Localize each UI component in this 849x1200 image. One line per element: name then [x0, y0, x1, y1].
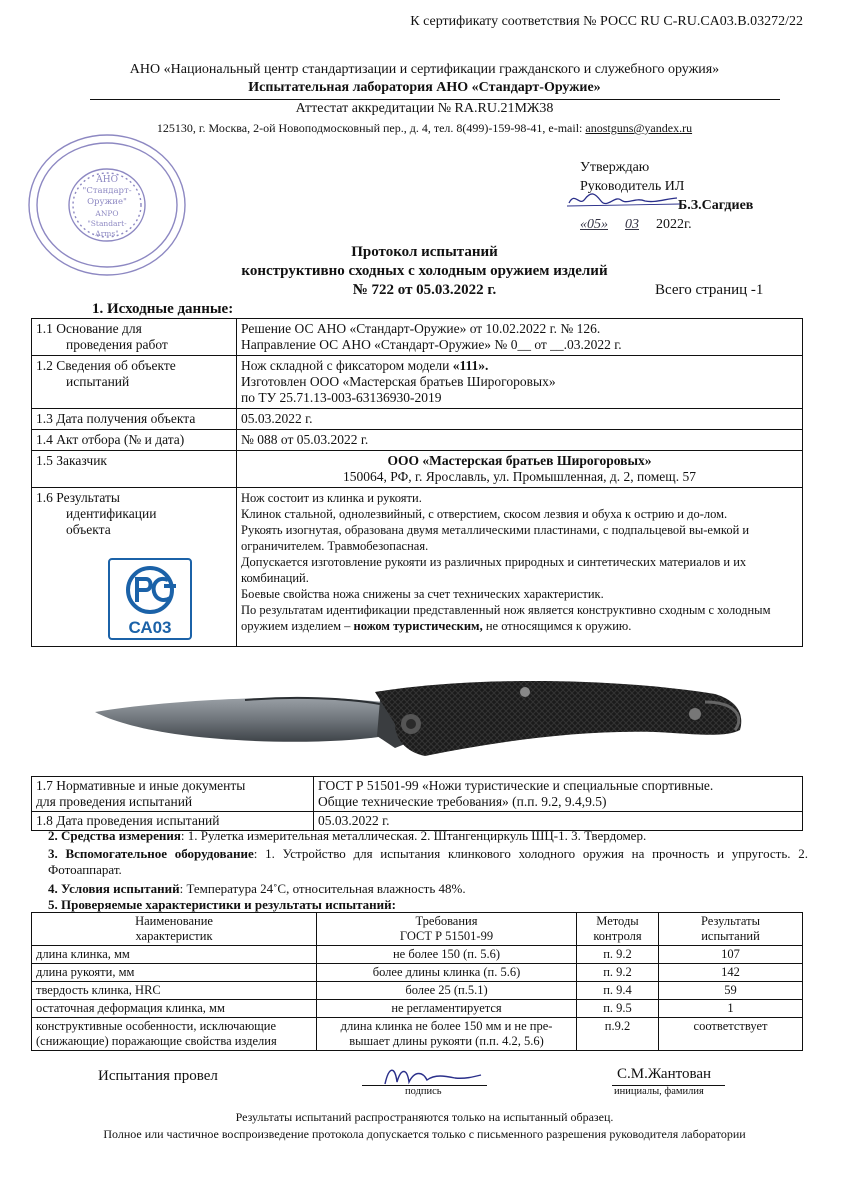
footer-note-2: Полное или частичное воспроизведение протокола допускается только с письменного разрешения руководителя лаборатории	[103, 1127, 746, 1141]
row-label: 1.4 Акт отбора (№ и дата)	[32, 430, 237, 451]
rst-logo-icon	[110, 564, 190, 616]
col-header-methods: Методы контроля	[577, 913, 659, 946]
laboratory-name: Испытательная лаборатория АНО «Стандарт-Оружие»	[248, 80, 601, 95]
title-line-1: Протокол испытаний	[351, 244, 498, 260]
seal-line-2: "Стандарт-	[82, 186, 132, 196]
approval-line-2: Руководитель ИЛ	[580, 179, 685, 194]
row-value: Нож состоит из клинка и рукояти. Клинок стальной, однолезвийный, с отверстием, скосом лезвия и обуха к острию и до-лом. Рукоять изогнутая, образована двумя металлическими пластинами, с подпальцевой вы-емкой и ограничителем. Травмобезопасная. Допускается изготовление рукояти из различных природных и синтетических материалов и их комбинаций. Боевые свойства ножа снижены за счет технических характеристик. По результатам идентификации представленный нож является конструктивно сходным с холодным оружием изделием – ножом туристическим, не относящимся к оружию.	[237, 488, 803, 647]
initial-data-table	[31, 318, 803, 647]
row-label: 1.8 Дата проведения испытаний	[32, 812, 314, 831]
row-value: Нож складной с фиксатором модели «111». Изготовлен ООО «Мастерская братьев Широгоровых» по ТУ 25.71.13-003-63136930-2019	[237, 356, 803, 409]
row-label: 1.1 Основание для проведения работ	[32, 319, 237, 356]
test-conditions: 4. Условия испытаний: Температура 24˚С, относительная влажность 48%.	[48, 881, 466, 896]
table-row	[32, 409, 803, 430]
table-row: твердость клинка, HRC более 25 (п.5.1) п. 9.4 59	[32, 982, 803, 1000]
results-table	[31, 912, 803, 1051]
signature-caption: подпись	[405, 1086, 442, 1097]
table-row: остаточная деформация клинка, мм не регламентируется п. 9.5 1	[32, 1000, 803, 1018]
table-row	[32, 777, 803, 812]
col-header-requirements: Требования ГОСТ Р 51501-99	[317, 913, 577, 946]
seal-line-5: "Standart-	[87, 219, 127, 228]
rst-logo-label: СА03	[128, 618, 172, 637]
organization-name: АНО «Национальный центр стандартизации и сертификации гражданского и служебного оружия»	[129, 62, 720, 77]
responsible-name: С.М.Жантован	[617, 1066, 712, 1082]
auxiliary-equipment: 3. Вспомогательное оборудование: 1. Устройство для испытания клинкового холодного оружия на прочность и упругость. 2. Фотоаппарат.	[48, 846, 808, 877]
row-value: 05.03.2022 г.	[237, 409, 803, 430]
accreditation-line: Аттестат аккредитации № RA.RU.21МЖ38	[295, 101, 554, 116]
approval-day: «05»	[580, 217, 608, 232]
row-value: 05.03.2022 г.	[314, 812, 803, 831]
table-row	[32, 319, 803, 356]
section-1-heading: 1. Исходные данные:	[92, 301, 234, 317]
approval-date	[580, 215, 753, 234]
table-row: длина рукояти, мм более длины клинка (п. 5.6) п. 9.2 142	[32, 964, 803, 982]
seal-line-1: АНО	[95, 175, 119, 185]
approver-name: Б.З.Сагдиев	[678, 198, 754, 213]
approval-year: 2022г.	[656, 217, 692, 232]
certificate-reference: К сертификату соответствия № РОСС RU C-RU.CA03.B.03272/22	[410, 14, 803, 29]
row-value: ГОСТ Р 51501-99 «Ножи туристические и специальные спортивные. Общие технические требования» (п.п. 9.2, 9.4,9.5)	[314, 777, 803, 812]
head-signature	[565, 185, 685, 213]
page-count: Всего страниц -1	[655, 282, 764, 298]
protocol-number: № 722 от 05.03.2022 г.	[352, 282, 497, 298]
row-value: № 088 от 05.03.2022 г.	[237, 430, 803, 451]
col-header-name: Наименование характеристик	[32, 913, 317, 946]
row-label: 1.5 Заказчик	[32, 451, 237, 488]
footer-note-1: Результаты испытаний распространяются только на испытанный образец.	[235, 1110, 614, 1124]
table-row	[32, 356, 803, 409]
knife-photo	[95, 672, 755, 772]
seal-line-3: Оружие"	[87, 197, 127, 207]
measurement-tools: 2. Средства измерения: 1. Рулетка измерительная металлическая. 2. Штангенциркуль ШЦ-1. 3. Твердомер.	[48, 828, 647, 843]
section-5-heading: 5. Проверяемые характеристики и результаты испытаний:	[48, 897, 396, 912]
title-line-2: конструктивно сходных с холодным оружием изделий	[241, 263, 608, 279]
col-header-results: Результаты испытаний	[659, 913, 803, 946]
header-divider	[90, 99, 780, 100]
row-label: 1.7 Нормативные и иные документы для проведения испытаний	[32, 777, 314, 812]
approval-month: 03	[625, 217, 639, 232]
normative-docs-table	[31, 776, 803, 831]
row-label: 1.3 Дата получения объекта	[32, 409, 237, 430]
seal-line-6: Arms"	[95, 229, 119, 238]
performed-by-label: Испытания провел	[98, 1068, 218, 1084]
table-header-row	[32, 913, 803, 946]
approval-line-1: Утверждаю	[580, 160, 650, 175]
row-label: 1.2 Сведения об объекте испытаний	[32, 356, 237, 409]
email-link[interactable]: anostguns@yandex.ru	[585, 121, 693, 135]
table-row: конструктивные особенности, исключающие (снижающие) поражающие свойства изделия длина клинка не более 150 мм и не пре-вышает длины рукояти (п.п. 4.2, 5.6) п.9.2 соответствует	[32, 1018, 803, 1051]
seal-line-4: ANPO	[95, 209, 119, 218]
row-value: ООО «Мастерская братьев Широгоровых» 150064, РФ, г. Ярославль, ул. Промышленная, д. 2, помещ. 57	[237, 451, 803, 488]
address-text: 125130, г. Москва, 2-ой Новоподмосковный пер., д. 4, тел. 8(499)-159-98-41, e-mail:	[156, 121, 586, 135]
row-value: Решение ОС АНО «Стандарт-Оружие» от 10.02.2022 г. № 126. Направление ОС АНО «Стандарт-Оружие» № 0__ от __.03.2022 г.	[237, 319, 803, 356]
table-row: длина клинка, мм не более 150 (п. 5.6) п. 9.2 107	[32, 946, 803, 964]
rst-certification-logo	[108, 558, 192, 640]
table-row	[32, 430, 803, 451]
row-label: 1.6 Результаты идентификации объекта СА03	[32, 488, 237, 647]
table-row	[32, 451, 803, 488]
name-caption: инициалы, фамилия	[614, 1086, 704, 1097]
table-row	[32, 488, 803, 647]
